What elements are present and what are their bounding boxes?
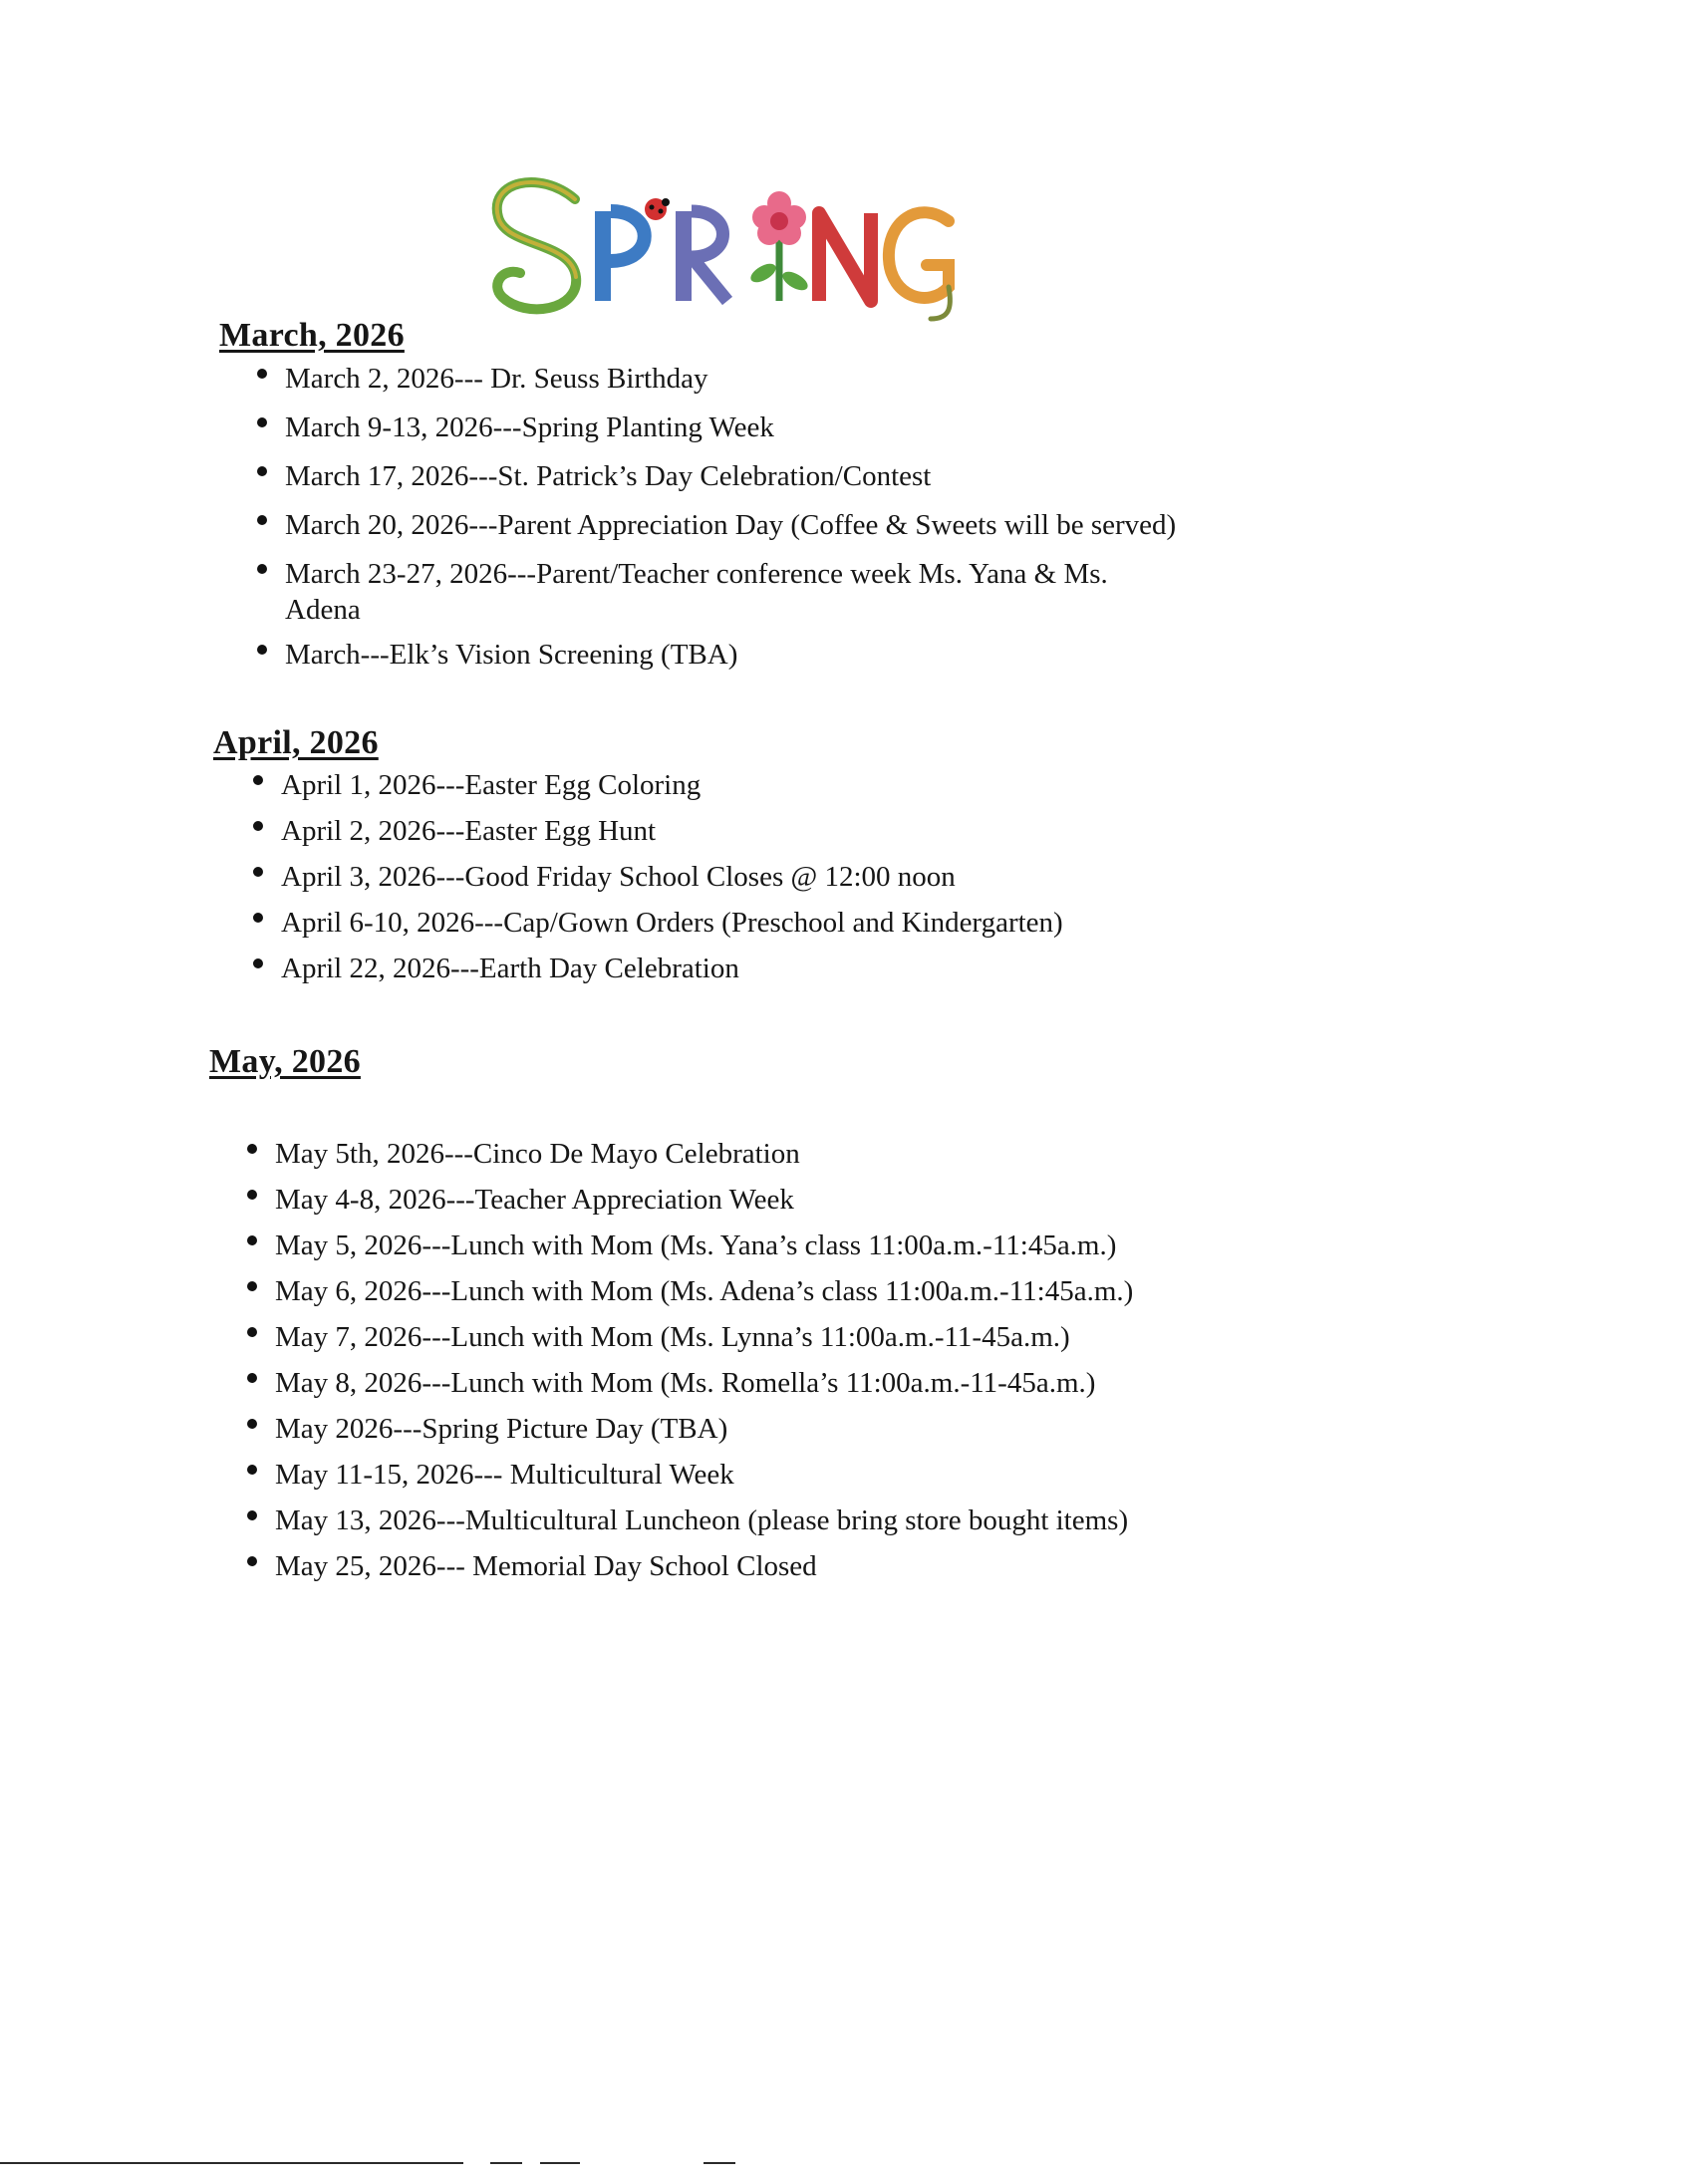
event-text: May 25, 2026--- Memorial Day School Closed: [275, 1550, 817, 1582]
event-item: [255, 410, 1182, 445]
event-list-may: [245, 1136, 1133, 1594]
event-text: April 2, 2026---Easter Egg Hunt: [281, 815, 657, 847]
event-item: [245, 1502, 1133, 1538]
scan-artifact-line: [540, 2162, 580, 2164]
event-item: [245, 1228, 1133, 1263]
event-list-april: [251, 767, 1063, 996]
event-text: April 3, 2026---Good Friday School Closes @ 12:00 noon: [281, 861, 956, 893]
event-text: May 13, 2026---Multicultural Luncheon (please bring store bought items): [275, 1504, 1129, 1536]
event-text: May 2026---Spring Picture Day (TBA): [275, 1413, 728, 1445]
month-heading-march: March, 2026: [219, 317, 405, 354]
scan-artifact-line: [490, 2162, 522, 2164]
event-item: [255, 361, 1182, 397]
event-item: [245, 1273, 1133, 1309]
event-item: [255, 637, 1182, 673]
event-list-march: [255, 361, 1182, 685]
spring-logo: [480, 169, 998, 329]
event-text: March 23-27, 2026---Parent/Teacher conference week Ms. Yana & Ms. Adena: [285, 558, 1108, 626]
event-text: April 1, 2026---Easter Egg Coloring: [281, 769, 702, 801]
event-item: [245, 1411, 1133, 1447]
event-text: May 8, 2026---Lunch with Mom (Ms. Romella’s 11:00a.m.-11-45a.m.): [275, 1367, 1096, 1399]
event-text: May 5, 2026---Lunch with Mom (Ms. Yana’s class 11:00a.m.-11:45a.m.): [275, 1229, 1117, 1261]
event-text: April 22, 2026---Earth Day Celebration: [281, 953, 739, 984]
event-item: [251, 859, 1063, 895]
scan-artifact-line: [0, 2162, 463, 2164]
event-item: [251, 813, 1063, 849]
event-text: May 11-15, 2026--- Multicultural Week: [275, 1459, 734, 1491]
event-item: [245, 1182, 1133, 1218]
event-item: [245, 1136, 1133, 1172]
event-item: [251, 767, 1063, 803]
month-heading-april: April, 2026: [213, 724, 379, 761]
event-item: [255, 556, 1182, 628]
event-text: March 20, 2026---Parent Appreciation Day (Coffee & Sweets will be served): [285, 509, 1177, 541]
scan-artifact-line: [704, 2162, 735, 2164]
event-text: March---Elk’s Vision Screening (TBA): [285, 639, 738, 671]
month-heading-may: May, 2026: [209, 1043, 361, 1080]
spring-logo-art: [480, 169, 998, 329]
event-item: [251, 905, 1063, 941]
event-item: [245, 1457, 1133, 1493]
event-text: April 6-10, 2026---Cap/Gown Orders (Preschool and Kindergarten): [281, 907, 1063, 939]
event-text: May 5th, 2026---Cinco De Mayo Celebration: [275, 1138, 800, 1170]
event-item: [251, 951, 1063, 986]
event-item: [255, 507, 1182, 543]
event-text: May 7, 2026---Lunch with Mom (Ms. Lynna’s 11:00a.m.-11-45a.m.): [275, 1321, 1070, 1353]
event-item: [245, 1548, 1133, 1584]
event-text: March 17, 2026---St. Patrick’s Day Celebration/Contest: [285, 460, 932, 492]
event-item: [245, 1365, 1133, 1401]
event-text: May 6, 2026---Lunch with Mom (Ms. Adena’s class 11:00a.m.-11:45a.m.): [275, 1275, 1134, 1307]
event-text: May 4-8, 2026---Teacher Appreciation Week: [275, 1184, 794, 1216]
event-item: [245, 1319, 1133, 1355]
event-item: [255, 458, 1182, 494]
event-text: March 2, 2026--- Dr. Seuss Birthday: [285, 363, 708, 395]
event-text: March 9-13, 2026---Spring Planting Week: [285, 411, 774, 443]
